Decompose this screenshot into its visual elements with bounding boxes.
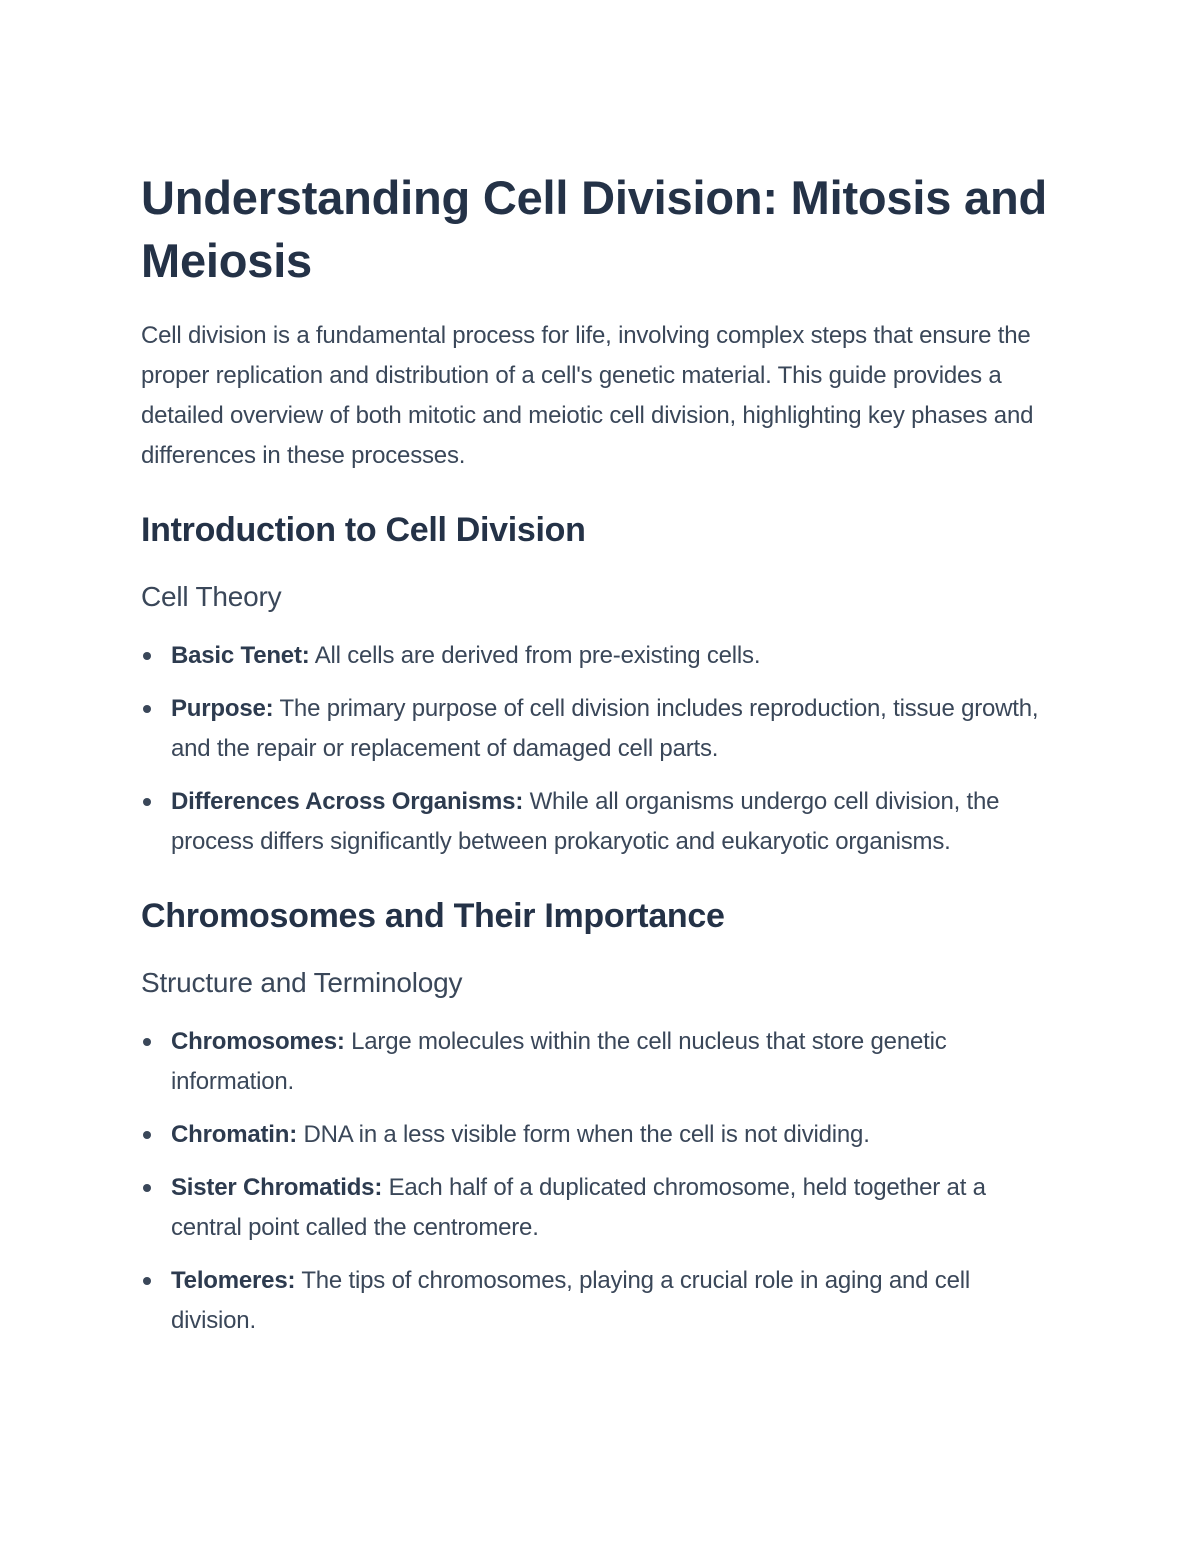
section-introduction — [141, 508, 1061, 862]
bullet-dot-icon — [143, 1038, 151, 1046]
bullet-dot-icon — [143, 1277, 151, 1285]
bullet-dot-icon — [143, 798, 151, 806]
bullet-dot-icon — [143, 705, 151, 713]
item-text: While all organisms undergo cell division, the process differs significantly between prokaryotic and eukaryotic organisms. — [171, 788, 1000, 855]
document-page — [141, 166, 1061, 1341]
section-heading: Chromosomes and Their Importance — [141, 897, 725, 935]
item-term: Telomeres: — [171, 1267, 296, 1294]
bullet-dot-icon — [143, 1184, 151, 1192]
bullet-dot-icon — [143, 1131, 151, 1139]
item-term: Basic Tenet: — [171, 642, 310, 669]
list-item — [141, 1261, 1061, 1341]
item-text: The tips of chromosomes, playing a crucial role in aging and cell division. — [171, 1267, 971, 1334]
bullet-dot-icon — [143, 652, 151, 660]
item-term: Purpose: — [171, 695, 274, 722]
item-text: DNA in a less visible form when the cell is not dividing. — [303, 1121, 870, 1148]
item-text: All cells are derived from pre-existing cells. — [314, 642, 761, 669]
item-text: Large molecules within the cell nucleus that store genetic information. — [171, 1028, 947, 1095]
list-item — [141, 1115, 1061, 1155]
section-subheading: Cell Theory — [141, 581, 282, 612]
list-item — [141, 1022, 1061, 1102]
intro-paragraph: Cell division is a fundamental process for life, involving complex steps that ensure the proper replication and distribution of a cell's genetic material. This guide provides a detailed overview of both mitotic and meiotic cell division, highlighting key phases and differences in these processes. — [141, 322, 1034, 469]
item-term: Sister Chromatids: — [171, 1174, 383, 1201]
section-subheading: Structure and Terminology — [141, 967, 463, 998]
bullet-list — [141, 636, 1061, 862]
page-title: Understanding Cell Division: Mitosis and Meiosis — [141, 171, 1047, 287]
list-item — [141, 636, 1061, 676]
item-term: Chromosomes: — [171, 1028, 345, 1055]
section-heading: Introduction to Cell Division — [141, 511, 586, 549]
item-text: The primary purpose of cell division includes reproduction, tissue growth, and the repair or replacement of damaged cell parts. — [171, 695, 1039, 762]
item-text: Each half of a duplicated chromosome, held together at a central point called the centromere. — [171, 1174, 986, 1241]
bullet-list — [141, 1022, 1061, 1341]
list-item — [141, 689, 1061, 769]
list-item — [141, 782, 1061, 862]
item-term: Chromatin: — [171, 1121, 297, 1148]
item-term: Differences Across Organisms: — [171, 788, 524, 815]
section-chromosomes — [141, 894, 1061, 1341]
list-item — [141, 1168, 1061, 1248]
